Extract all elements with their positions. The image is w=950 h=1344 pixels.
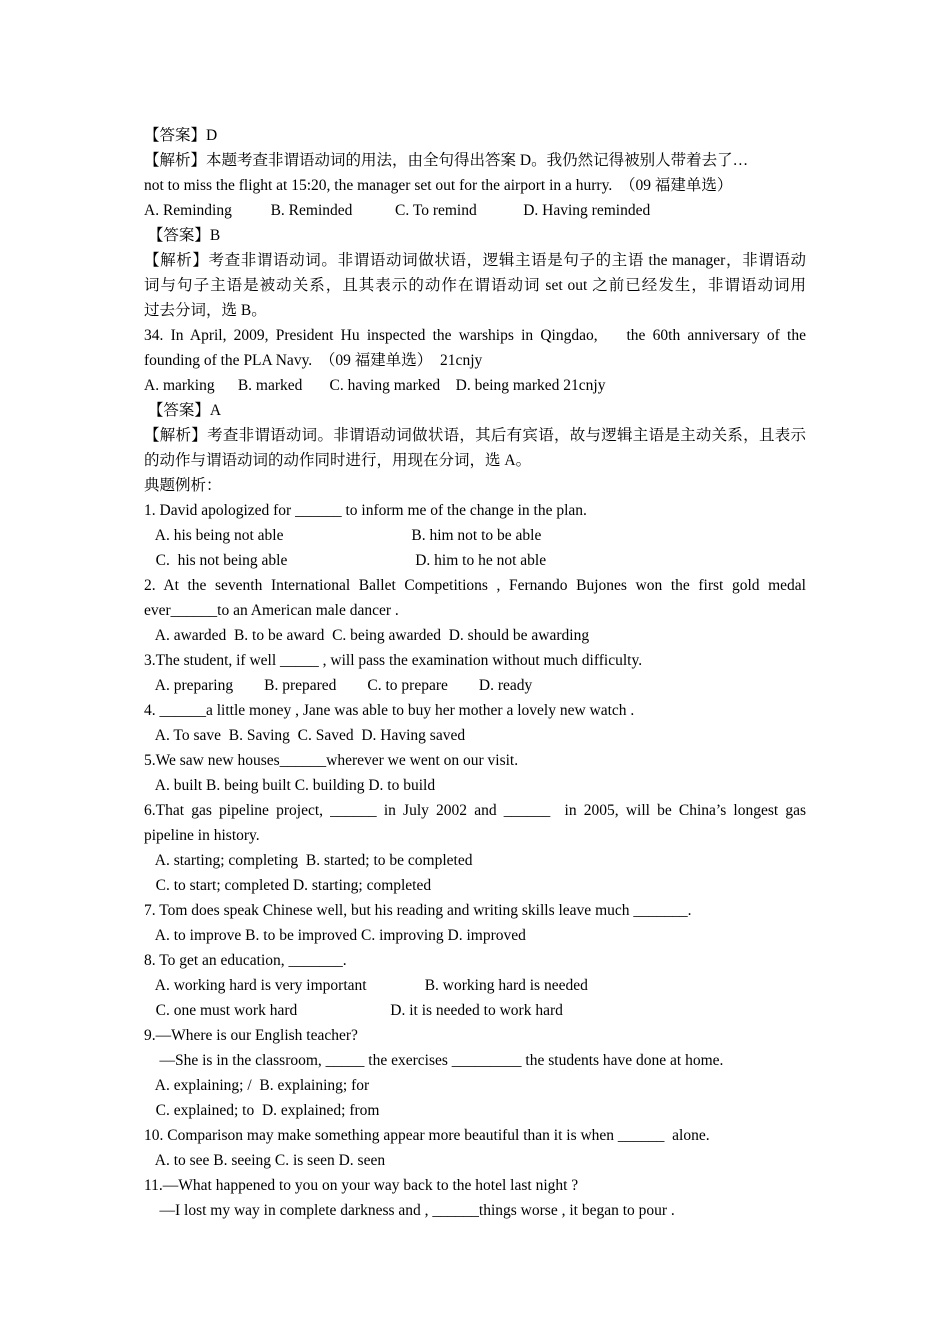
analysis-text: 【解析】本题考查非谓语动词的用法，由全句得出答案 D。我仍然记得被别人带着去了… bbox=[144, 152, 749, 169]
question-options: C. one must work hard D. it is needed to work hard bbox=[144, 1002, 563, 1019]
question-text: founding of the PLA Navy. （09 福建单选） 21cnjy bbox=[144, 352, 483, 369]
question-options: A. working hard is very important B. working hard is needed bbox=[144, 977, 588, 994]
analysis-text: 【解析】考查非谓语动词。非谓语动词做状语，逻辑主语是句子的主语 the manager，非谓语动 bbox=[144, 252, 806, 269]
question-text: 9.—Where is our English teacher? bbox=[144, 1027, 358, 1044]
question-options: A. To save B. Saving C. Saved D. Having saved bbox=[144, 727, 466, 744]
question-options: A. explaining; / B. explaining; for bbox=[144, 1077, 370, 1094]
question-text: 8. To get an education, _______. bbox=[144, 952, 347, 969]
question-text: 6.That gas pipeline project, ______ in July 2002 and ______ in 2005, will be China’s longest gas bbox=[144, 802, 806, 819]
question-options: A. his being not able B. him not to be able bbox=[144, 527, 542, 544]
question-text: ever______to an American male dancer . bbox=[144, 602, 399, 619]
question-text: 11.—What happened to you on your way back to the hotel last night ? bbox=[144, 1177, 579, 1194]
question-text: 7. Tom does speak Chinese well, but his reading and writing skills leave much _______. bbox=[144, 902, 692, 919]
question-text: 5.We saw new houses______wherever we went on our visit. bbox=[144, 752, 519, 769]
question-options: C. his not being able D. him to he not able bbox=[144, 552, 547, 569]
question-options: A. to see B. seeing C. is seen D. seen bbox=[144, 1152, 386, 1169]
question-text: 4. ______a little money , Jane was able to buy her mother a lovely new watch . bbox=[144, 702, 635, 719]
question-text: 34. In April, 2009, President Hu inspected the warships in Qingdao, the 60th anniversary of the bbox=[144, 327, 806, 344]
question-options: A. preparing B. prepared C. to prepare D. ready bbox=[144, 677, 533, 694]
analysis-text: 的动作与谓语动词的动作同时进行，用现在分词，选 A。 bbox=[144, 452, 532, 469]
question-options: A. awarded B. to be award C. being awarded D. should be awarding bbox=[144, 627, 590, 644]
answer-label: 【答案】B bbox=[144, 227, 221, 244]
question-text: 2. At the seventh International Ballet Competitions , Fernando Bujones won the first gold medal bbox=[144, 577, 806, 594]
question-options: A. starting; completing B. started; to be completed bbox=[144, 852, 473, 869]
answer-label: 【答案】D bbox=[144, 127, 218, 144]
question-text: not to miss the flight at 15:20, the manager set out for the airport in a hurry. （09 福建单选） bbox=[144, 177, 733, 194]
question-options: A. Reminding B. Reminded C. To remind D. Having reminded bbox=[144, 202, 651, 219]
analysis-text: 词与句子主语是被动关系，且其表示的动作在谓语动词 set out 之前已经发生，非谓语动词用 bbox=[144, 277, 806, 294]
question-options: C. to start; completed D. starting; completed bbox=[144, 877, 432, 894]
question-text: —I lost my way in complete darkness and , ______things worse , it began to pour . bbox=[144, 1202, 675, 1219]
question-text: 1. David apologized for ______ to inform me of the change in the plan. bbox=[144, 502, 587, 519]
analysis-text: 过去分词，选 B。 bbox=[144, 302, 267, 319]
question-text: —She is in the classroom, _____ the exercises _________ the students have done at home. bbox=[144, 1052, 724, 1069]
analysis-text: 【解析】考查非谓语动词。非谓语动词做状语，其后有宾语，故与逻辑主语是主动关系，且表示 bbox=[144, 427, 806, 444]
question-text: 3.The student, if well _____ , will pass the examination without much difficulty. bbox=[144, 652, 643, 669]
question-text: 10. Comparison may make something appear more beautiful than it is when ______ alone. bbox=[144, 1127, 710, 1144]
answer-label: 【答案】A bbox=[144, 402, 222, 419]
question-options: A. to improve B. to be improved C. improving D. improved bbox=[144, 927, 526, 944]
question-options: C. explained; to D. explained; from bbox=[144, 1102, 380, 1119]
question-options: A. marking B. marked C. having marked D. being marked 21cnjy bbox=[144, 377, 606, 394]
question-text: pipeline in history. bbox=[144, 827, 260, 844]
question-options: A. built B. being built C. building D. to build bbox=[144, 777, 436, 794]
section-heading: 典题例析： bbox=[144, 477, 222, 494]
